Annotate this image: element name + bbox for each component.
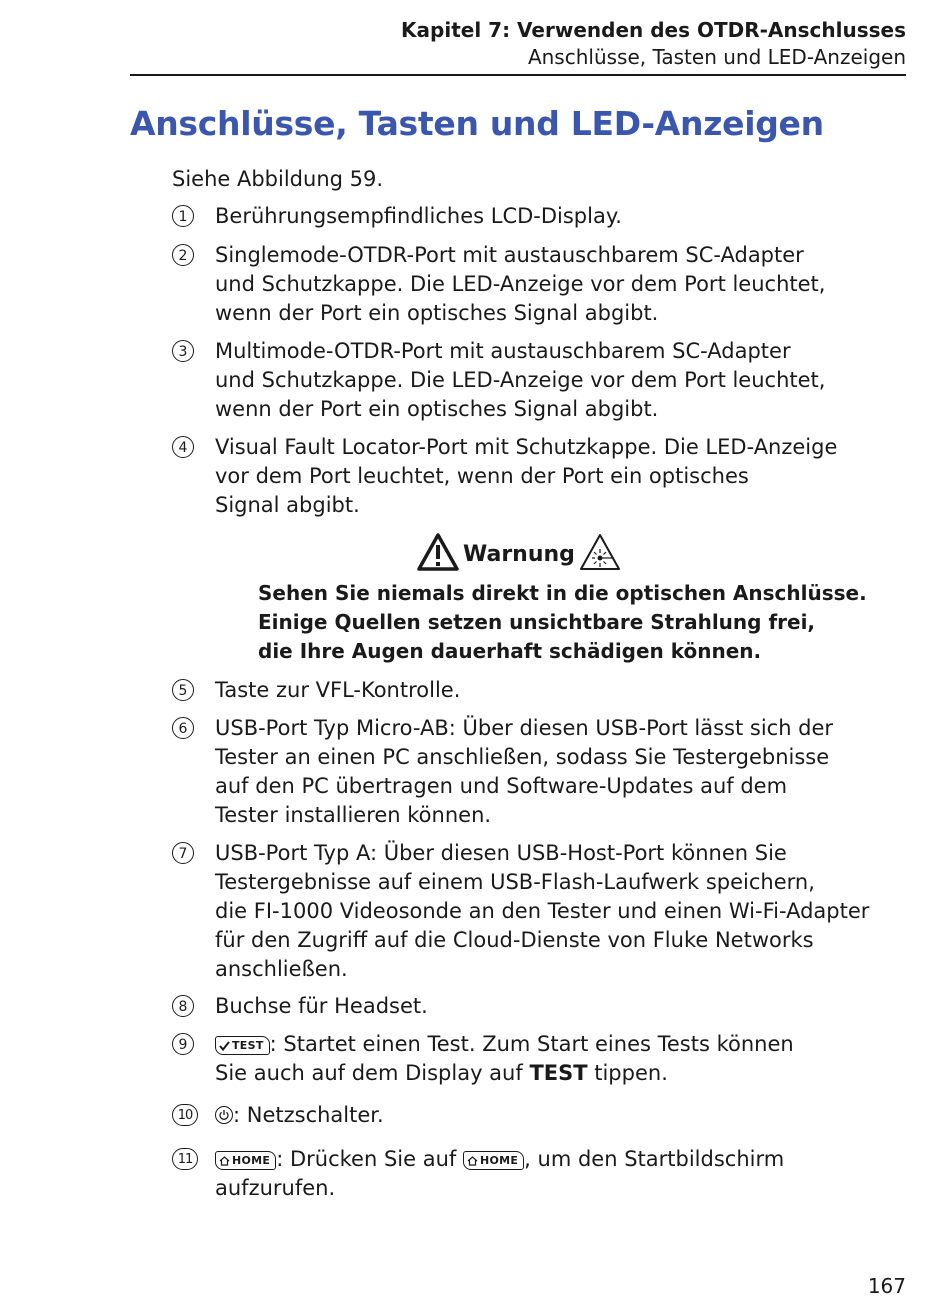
running-header-section: Anschlüsse, Tasten und LED-Anzeigen <box>527 45 906 69</box>
item-text-line: vor dem Port leuchtet, wenn der Port ein optisches <box>215 464 749 488</box>
home-key-label: HOME <box>479 1154 519 1167</box>
list-item <box>172 714 892 830</box>
item-text-line: USB-Port Typ A: Über diesen USB-Host-Port können Sie <box>215 841 787 865</box>
warning-line: Einige Quellen setzen unsichtbare Strahlung frei, <box>258 610 816 634</box>
item-text-line: und Schutzkappe. Die LED-Anzeige vor dem Port leuchtet, <box>215 368 826 392</box>
item-number: 10 <box>172 1104 198 1126</box>
item-text-line: wenn der Port ein optisches Signal abgibt. <box>215 397 659 421</box>
item-text-line: Tester installieren können. <box>215 803 492 827</box>
item-text-line: Signal abgibt. <box>215 493 360 517</box>
laser-radiation-icon <box>578 532 622 576</box>
item-number: 1 <box>172 205 194 227</box>
list-item <box>172 676 892 705</box>
page-title: Anschlüsse, Tasten und LED-Anzeigen <box>130 104 824 143</box>
item-number: 5 <box>172 679 194 701</box>
item-text-line: Singlemode-OTDR-Port mit austauschbarem SC-Adapter <box>215 243 804 267</box>
list-item <box>172 992 892 1021</box>
item-number: 11 <box>172 1148 198 1170</box>
checkmark-icon <box>219 1041 230 1051</box>
warning-heading <box>416 532 622 576</box>
test-key-label: TEST <box>232 1039 264 1052</box>
list-item <box>172 1145 892 1203</box>
item-number: 4 <box>172 436 194 458</box>
item-number: 2 <box>172 244 194 266</box>
home-key-label: HOME <box>232 1154 271 1167</box>
warning-label: Warnung <box>463 541 575 567</box>
item-text-line: auf den PC übertragen und Software-Updates auf dem <box>215 774 788 798</box>
home-key <box>215 1151 276 1170</box>
item-text: Sie auch auf dem Display auf <box>215 1061 530 1085</box>
item-text-line: aufzurufen. <box>215 1176 336 1200</box>
header-divider <box>130 74 906 76</box>
intro-text: Siehe Abbildung 59. <box>172 167 384 191</box>
home-icon <box>219 1156 230 1166</box>
home-key <box>463 1151 524 1170</box>
list-item <box>172 337 892 424</box>
item-text-line: für den Zugriff auf die Cloud-Dienste von Fluke Networks <box>215 928 814 952</box>
warning-triangle-icon <box>416 532 460 576</box>
item-number: 6 <box>172 717 194 739</box>
item-number: 7 <box>172 842 194 864</box>
item-text: tippen. <box>587 1061 668 1085</box>
list-item <box>172 241 892 328</box>
item-text-line: anschließen. <box>215 957 348 981</box>
warning-line: die Ihre Augen dauerhaft schädigen können. <box>258 639 762 663</box>
list-item <box>172 1101 892 1130</box>
list-item <box>172 839 892 984</box>
item-text-line: Visual Fault Locator-Port mit Schutzkappe. Die LED-Anzeige <box>215 435 838 459</box>
item-number: 3 <box>172 340 194 362</box>
item-text-line: wenn der Port ein optisches Signal abgibt. <box>215 301 659 325</box>
list-item <box>172 202 892 231</box>
running-header-chapter: Kapitel 7: Verwenden des OTDR-Anschlusses <box>401 18 906 42</box>
item-text-line: und Schutzkappe. Die LED-Anzeige vor dem Port leuchtet, <box>215 272 826 296</box>
item-text-line: Multimode-OTDR-Port mit austauschbarem SC-Adapter <box>215 339 791 363</box>
item-text-line: Tester an einen PC anschließen, sodass Sie Testergebnisse <box>215 745 830 769</box>
item-text: : Startet einen Test. Zum Start eines Tests können <box>269 1032 794 1056</box>
item-number: 9 <box>172 1033 194 1055</box>
item-text: : Drücken Sie auf <box>276 1147 463 1171</box>
warning-line: Sehen Sie niemals direkt in die optischen Anschlüsse. <box>258 581 867 605</box>
item-text-line: Berührungsempfindliches LCD-Display. <box>215 204 622 228</box>
warning-text <box>258 579 867 666</box>
item-text-line: USB-Port Typ Micro-AB: Über diesen USB-Port lässt sich der <box>215 716 834 740</box>
page-number: 167 <box>867 1274 906 1298</box>
item-text-line: Taste zur VFL-Kontrolle. <box>215 678 461 702</box>
item-text-bold: TEST <box>529 1061 588 1085</box>
list-item <box>172 1030 892 1088</box>
power-icon <box>215 1106 233 1124</box>
item-number: 8 <box>172 995 194 1017</box>
home-icon <box>467 1156 478 1166</box>
item-text: : Netzschalter. <box>233 1103 384 1127</box>
item-text: , um den Startbildschirm <box>524 1147 785 1171</box>
item-text-line: die FI-1000 Videosonde an den Tester und einen Wi-Fi-Adapter <box>215 899 870 923</box>
item-text-line: Testergebnisse auf einem USB-Flash-Laufwerk speichern, <box>215 870 815 894</box>
list-item <box>172 433 892 520</box>
test-key <box>215 1036 270 1055</box>
item-text-line: Buchse für Headset. <box>215 994 428 1018</box>
